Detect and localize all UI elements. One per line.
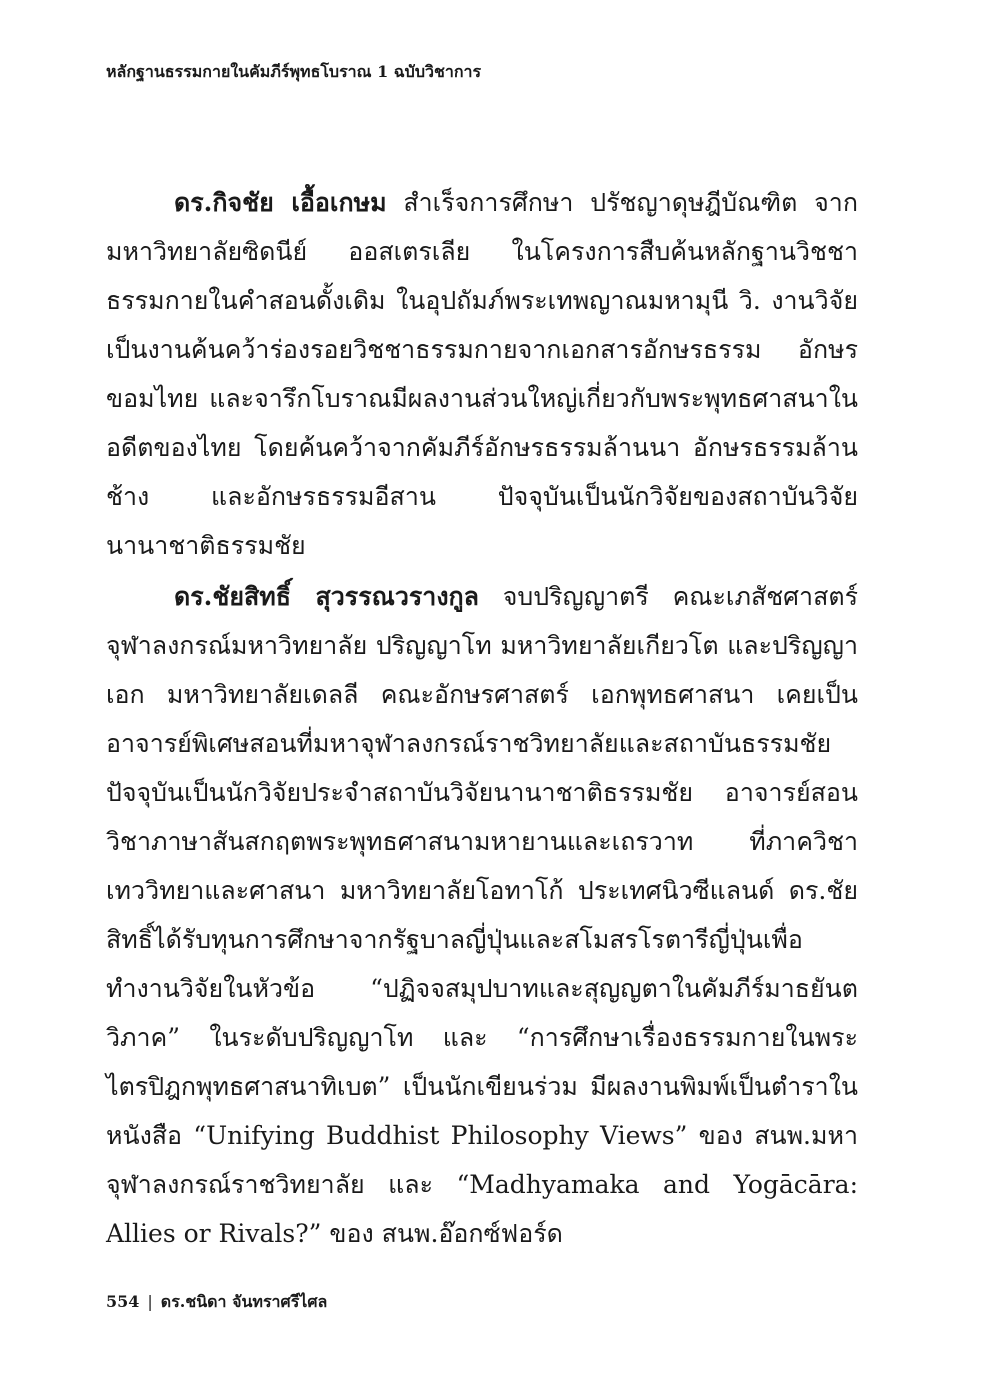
bio-paragraph-chaisit <box>106 572 858 1258</box>
running-header: หลักฐานธรรมกายในคัมภีร์พุทธโบราณ 1 ฉบับวิชาการ <box>106 62 482 81</box>
page-footer <box>106 1290 327 1315</box>
bio-text-kitchai: สำเร็จการศึกษา ปรัชญาดุษฎีบัณฑิต จาก มหาวิทยาลัยซิดนีย์ ออสเตรเลีย ในโครงการสืบค้นหลักฐานวิชชาธรรมกายในคำสอนดั้งเดิม ในอุปถัมภ์พระเทพญาณมหามุนี วิ. งานวิจัยเป็นงานค้นคว้าร่องรอยวิชชาธรรมกายจากเอกสารอักษรธรรม อักษรขอมไทย และจารึกโบราณมีผลงานส่วนใหญ่เกี่ยวกับพระพุทธศาสนาในอดีตของไทย โดยค้นคว้าจากคัมภีร์อักษรธรรมล้านนา อักษรธรรมล้านช้าง และอักษรธรรมอีสาน ปัจจุบันเป็นนักวิจัยของสถาบันวิจัยนานาชาติธรรมชัย <box>106 188 858 560</box>
bio-text-chaisit: จบปริญญาตรี คณะเภสัชศาสตร์ จุฬาลงกรณ์มหาวิทยาลัย ปริญญาโท มหาวิทยาลัยเกียวโต และปริญญาเอก มหาวิทยาลัยเดลลี คณะอักษรศาสตร์ เอกพุทธศาสนา เคยเป็นอาจารย์พิเศษสอนที่มหาจุฬาลงกรณ์ราชวิทยาลัยและสถาบันธรรมชัย ปัจจุบันเป็นนักวิจัยประจำสถาบันวิจัยนานาชาติธรรมชัย อาจารย์สอนวิชาภาษาสันสกฤตพระพุทธศาสนามหายานและเถรวาท ที่ภาควิชาเทววิทยาและศาสนา มหาวิทยาลัยโอทาโก้ ประเทศนิวซีแลนด์ ดร.ชัยสิทธิ์ได้รับทุนการศึกษาจากรัฐบาลญี่ปุ่นและสโมสรโรตารีญี่ปุ่นเพื่อทำงานวิจัยในหัวข้อ “ปฏิจจสมุปบาทและสุญญตาในคัมภีร์มาธยันตวิภาค” ในระดับปริญญาโท และ “การศึกษาเรื่องธรรมกายในพระไตรปิฎกพุทธศาสนาทิเบต” เป็นนักเขียนร่วม มีผลงานพิมพ์เป็นตำราในหนังสือ “Unifying Buddhist Philosophy Views” ของ สนพ.มหาจุฬาลงกรณ์ราชวิทยาลัย และ “Madhyamaka and Yogācāra: Allies or Rivals?” ของ สนพ.อ๊อกซ์ฟอร์ด <box>106 582 858 1248</box>
page-number: 554 <box>106 1292 140 1311</box>
author-name-chaisit: ดร.ชัยสิทธิ์ สุวรรณวรางกูล <box>174 582 479 611</box>
author-name-kitchai: ดร.กิจชัย เอื้อเกษม <box>174 188 387 217</box>
footer-separator: | <box>147 1292 153 1311</box>
footer-author: ดร.ชนิดา จันทราศรีไศล <box>160 1292 328 1311</box>
body-text <box>106 178 858 1258</box>
bio-paragraph-kitchai <box>106 178 858 570</box>
